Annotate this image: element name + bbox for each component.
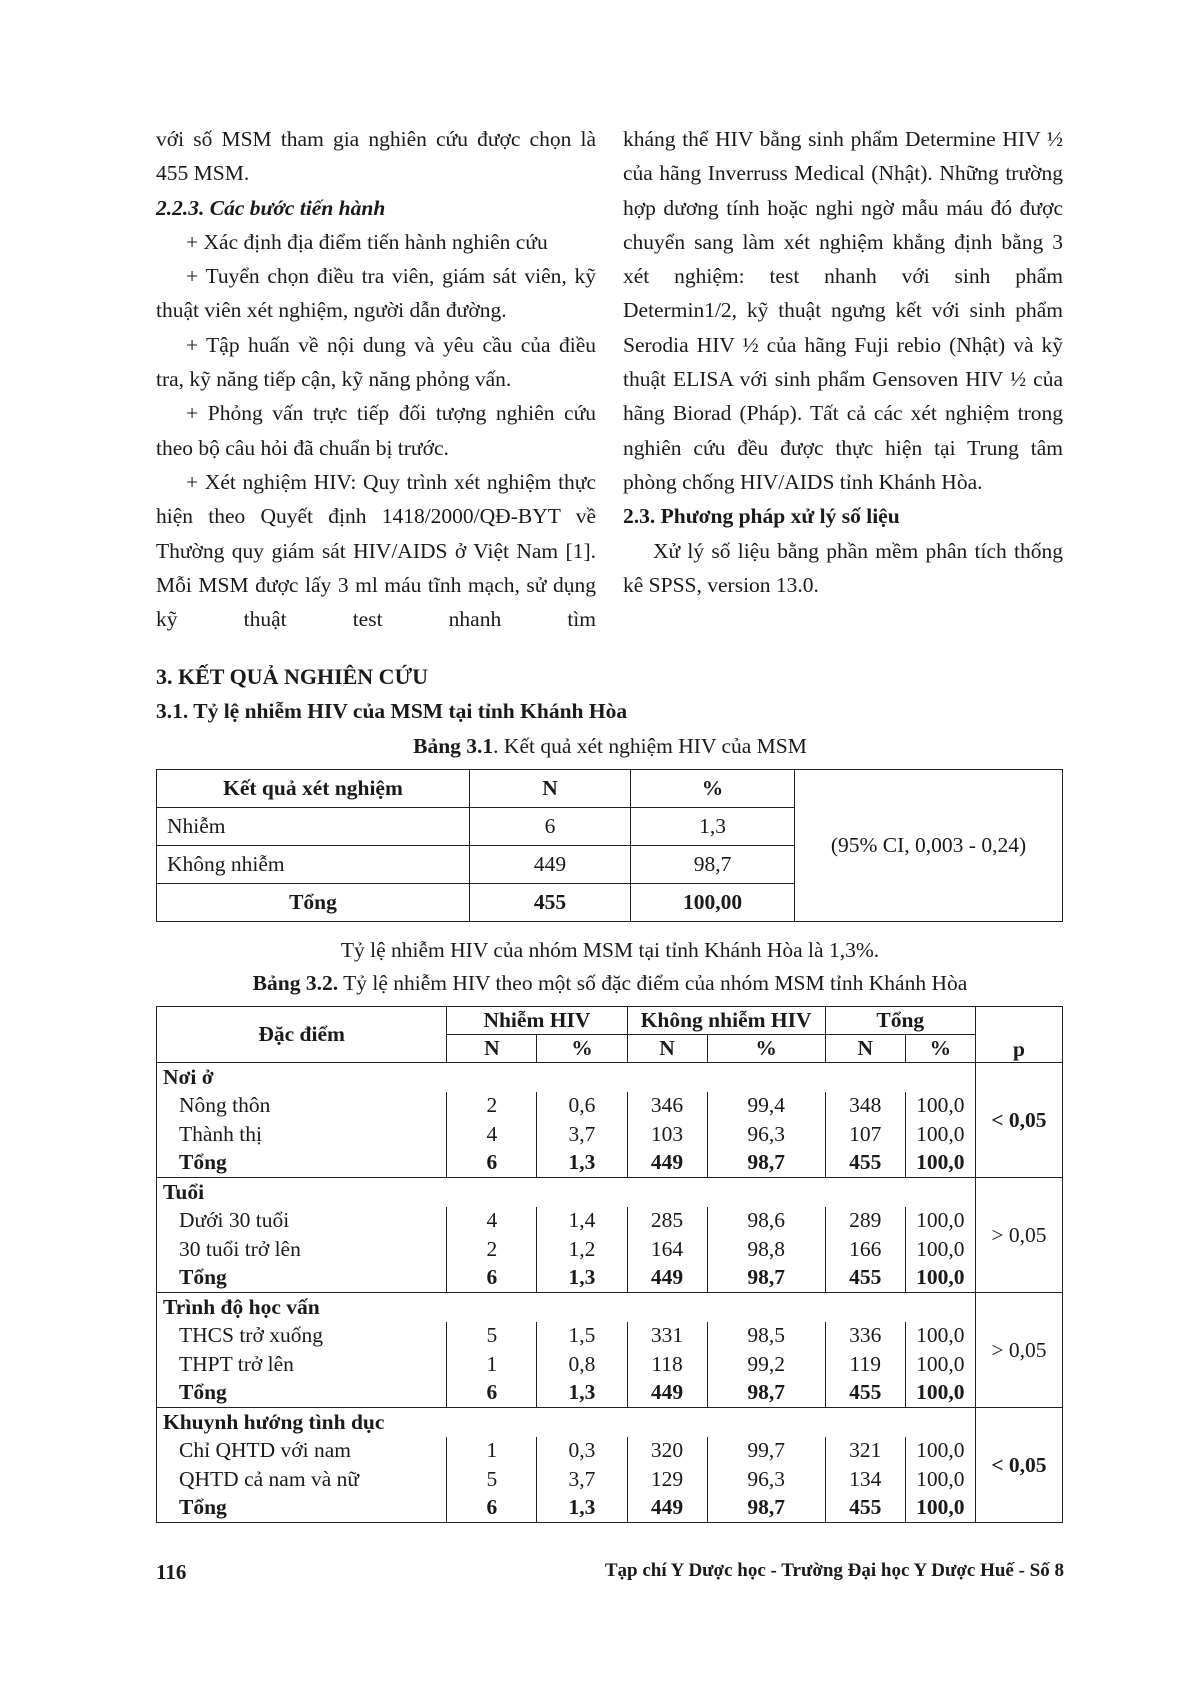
- cell-pct: 100,0: [905, 1235, 975, 1264]
- table-caption-text: . Kết quả xét nghiệm HIV của MSM: [493, 734, 807, 758]
- cell-n: 5: [447, 1322, 537, 1351]
- table-caption-text: Tỷ lệ nhiễm HIV theo một số đặc điểm của nhóm MSM tỉnh Khánh Hòa: [338, 971, 968, 995]
- cell-n: 331: [627, 1322, 707, 1351]
- table-body: [157, 1063, 1063, 1523]
- table-label: Bảng 3.2.: [252, 971, 339, 995]
- group-title: Khuynh hướng tình dục: [157, 1408, 976, 1437]
- group-title: Nơi ở: [157, 1063, 976, 1092]
- cell-pct: 1,2: [537, 1235, 627, 1264]
- cell-n: 449: [627, 1264, 707, 1293]
- cell-pct: 1,5: [537, 1322, 627, 1351]
- cell-pct: 98,6: [707, 1207, 825, 1236]
- header-not-infected: Không nhiễm HIV: [627, 1007, 825, 1035]
- row-label: Tổng: [157, 1379, 447, 1408]
- cell-n: 166: [825, 1235, 905, 1264]
- cell-pct: 1,3: [631, 808, 795, 846]
- cell-pct: 98,7: [707, 1494, 825, 1523]
- section-title: 3. KẾT QUẢ NGHIÊN CỨU: [156, 664, 428, 689]
- table-row: [157, 1437, 1063, 1466]
- cell-n: 289: [825, 1207, 905, 1236]
- header-pct: %: [707, 1035, 825, 1063]
- column-header: Kết quả xét nghiệm: [157, 770, 470, 808]
- cell-pct: 98,7: [631, 846, 795, 884]
- row-label: Nông thôn: [157, 1092, 447, 1121]
- characteristics-table: [156, 1006, 1063, 1523]
- cell-n: 4: [447, 1207, 537, 1236]
- row-label: Dưới 30 tuổi: [157, 1207, 447, 1236]
- row-label: THCS trở xuống: [157, 1322, 447, 1351]
- page-number: 116: [156, 1560, 187, 1584]
- cell-pct: 100,0: [905, 1379, 975, 1408]
- cell-n: 107: [825, 1120, 905, 1149]
- cell-n: 321: [825, 1437, 905, 1466]
- cell-pct: 96,3: [707, 1120, 825, 1149]
- group-header-row: [157, 1063, 1063, 1092]
- table-caption: [156, 734, 1064, 759]
- cell-n: 103: [627, 1120, 707, 1149]
- cell-n: 1: [447, 1437, 537, 1466]
- cell-pct: 100,0: [905, 1149, 975, 1178]
- cell-pct: 100,0: [905, 1494, 975, 1523]
- table-row: [157, 1350, 1063, 1379]
- paragraph: Xử lý số liệu bằng phần mềm phân tích thống kê SPSS, version 13.0.: [623, 538, 1063, 597]
- row-label: 30 tuổi trở lên: [157, 1235, 447, 1264]
- table-row: [157, 1322, 1063, 1351]
- group-header-row: [157, 1408, 1063, 1437]
- table-header-row: [157, 770, 1063, 808]
- group-title: Tuổi: [157, 1178, 976, 1207]
- cell-n: 1: [447, 1350, 537, 1379]
- cell-pct: 98,8: [707, 1235, 825, 1264]
- header-pct: %: [537, 1035, 627, 1063]
- cell-pct: 98,5: [707, 1322, 825, 1351]
- cell-pct: 0,6: [537, 1092, 627, 1121]
- cell-pct: 1,3: [537, 1149, 627, 1178]
- cell-n: 455: [825, 1379, 905, 1408]
- row-label: THPT trở lên: [157, 1350, 447, 1379]
- cell-pct: 3,7: [537, 1120, 627, 1149]
- table-row: [157, 1465, 1063, 1494]
- cell-pct: 100,0: [905, 1437, 975, 1466]
- cell-n: 346: [627, 1092, 707, 1121]
- cell-n: 134: [825, 1465, 905, 1494]
- cell-n: 455: [470, 884, 631, 922]
- table-label: Bảng 3.1: [413, 734, 494, 758]
- cell-pct: 1,4: [537, 1207, 627, 1236]
- column-header: N: [470, 770, 631, 808]
- header-p: p: [975, 1007, 1062, 1063]
- row-label: Chỉ QHTD với nam: [157, 1437, 447, 1466]
- row-label: QHTD cả nam và nữ: [157, 1465, 447, 1494]
- table-row: [157, 1092, 1063, 1121]
- cell-pct: 0,3: [537, 1437, 627, 1466]
- cell-n: 118: [627, 1350, 707, 1379]
- row-label: Tổng: [157, 1264, 447, 1293]
- row-label: Tổng: [157, 1149, 447, 1178]
- cell-pct: 99,2: [707, 1350, 825, 1379]
- row-label: Thành thị: [157, 1120, 447, 1149]
- cell-n: 455: [825, 1264, 905, 1293]
- subsection-heading: 2.3. Phương pháp xử lý số liệu: [623, 504, 900, 529]
- cell-pct: 98,7: [707, 1149, 825, 1178]
- cell-n: 6: [447, 1264, 537, 1293]
- cell-pct: 100,0: [905, 1120, 975, 1149]
- cell-pct: 100,0: [905, 1350, 975, 1379]
- step-item: + Phỏng vấn trực tiếp đối tượng nghiên cứu theo bộ câu hỏi đã chuẩn bị trước.: [156, 401, 596, 460]
- cell-n: 129: [627, 1465, 707, 1494]
- cell-pct: 100,0: [905, 1207, 975, 1236]
- cell-n: 455: [825, 1149, 905, 1178]
- group-title: Trình độ học vấn: [157, 1293, 976, 1322]
- table-note: Tỷ lệ nhiễm HIV của nhóm MSM tại tỉnh Khánh Hòa là 1,3%.: [340, 938, 880, 962]
- group-header-row: [157, 1293, 1063, 1322]
- table-row: [157, 1235, 1063, 1264]
- cell-pct: 3,7: [537, 1465, 627, 1494]
- cell-n: 6: [470, 808, 631, 846]
- step-item: + Tuyển chọn điều tra viên, giám sát viên, kỹ thuật viên xét nghiệm, người dẫn đường.: [156, 264, 596, 323]
- cell-pct: 98,7: [707, 1264, 825, 1293]
- header-infected: Nhiễm HIV: [447, 1007, 627, 1035]
- cell-n: 5: [447, 1465, 537, 1494]
- cell-pct: 99,4: [707, 1092, 825, 1121]
- subsection-heading: 2.2.3. Các bước tiến hành: [156, 195, 386, 220]
- cell-n: 6: [447, 1494, 537, 1523]
- cell-n: 336: [825, 1322, 905, 1351]
- journal-footer: Tạp chí Y Dược học - Trường Đại học Y Dược Huế - Số 8: [604, 1560, 1064, 1581]
- cell-pct: 1,3: [537, 1379, 627, 1408]
- cell-pct: 1,3: [537, 1494, 627, 1523]
- cell-n: 2: [447, 1235, 537, 1264]
- table-row: [157, 1120, 1063, 1149]
- cell-pct: 99,7: [707, 1437, 825, 1466]
- cell-n: 119: [825, 1350, 905, 1379]
- group-total-row: [157, 1264, 1063, 1293]
- cell-pct: 96,3: [707, 1465, 825, 1494]
- ci-cell: (95% CI, 0,003 - 0,24): [795, 770, 1063, 922]
- cell-n: 320: [627, 1437, 707, 1466]
- group-total-row: [157, 1379, 1063, 1408]
- cell-n: 4: [447, 1120, 537, 1149]
- row-label: Không nhiễm: [157, 846, 470, 884]
- cell-n: 348: [825, 1092, 905, 1121]
- cell-n: 285: [627, 1207, 707, 1236]
- paragraph: với số MSM tham gia nghiên cứu được chọn là 455 MSM.: [156, 127, 596, 186]
- cell-n: 6: [447, 1149, 537, 1178]
- cell-pct: 98,7: [707, 1379, 825, 1408]
- header-total: Tổng: [825, 1007, 975, 1035]
- table-caption: [156, 971, 1064, 996]
- right-column: [623, 122, 1063, 602]
- cell-n: 455: [825, 1494, 905, 1523]
- cell-pct: 100,0: [905, 1322, 975, 1351]
- subsection-title: 3.1. Tỷ lệ nhiễm HIV của MSM tại tỉnh Khánh Hòa: [156, 699, 628, 723]
- cell-pct: 0,8: [537, 1350, 627, 1379]
- paragraph: kháng thể HIV bằng sinh phẩm Determine HIV ½ của hãng Inverruss Medical (Nhật). Những trường hợp dương tính hoặc nghi ngờ mẫu máu đó được chuyển sang làm xét nghiệm khẳng định bằng 3 xét nghiệm: test nhanh với sinh phẩm Determin1/2, kỹ thuật ngưng kết với sinh phẩm Serodia HIV ½ của hãng Fuji rebio (Nhật) và kỹ thuật ELISA với sinh phẩm Gensoven HIV ½ của hãng Biorad (Pháp). Tất cả các xét nghiệm trong nghiên cứu đều được thực hiện tại Trung tâm phòng chống HIV/AIDS tỉnh Khánh Hòa.: [623, 127, 1063, 494]
- row-label: Nhiễm: [157, 808, 470, 846]
- cell-n: 449: [627, 1149, 707, 1178]
- cell-n: 449: [627, 1494, 707, 1523]
- header-n: N: [627, 1035, 707, 1063]
- left-column: [156, 122, 596, 636]
- p-value: < 0,05: [975, 1408, 1062, 1523]
- p-value: > 0,05: [975, 1293, 1062, 1408]
- cell-pct: 100,0: [905, 1465, 975, 1494]
- p-value: < 0,05: [975, 1063, 1062, 1178]
- header-feature: Đặc điểm: [157, 1007, 447, 1063]
- header-n: N: [447, 1035, 537, 1063]
- cell-n: 6: [447, 1379, 537, 1408]
- table-row: [157, 1207, 1063, 1236]
- group-total-row: [157, 1149, 1063, 1178]
- row-label: Tổng: [157, 1494, 447, 1523]
- cell-pct: 100,0: [905, 1264, 975, 1293]
- group-total-row: [157, 1494, 1063, 1523]
- header-n: N: [825, 1035, 905, 1063]
- step-item: + Xét nghiệm HIV: Quy trình xét nghiệm thực hiện theo Quyết định 1418/2000/QĐ-BYT về Thường quy giám sát HIV/AIDS ở Việt Nam [1]. Mỗi MSM được lấy 3 ml máu tĩnh mạch, sử dụng kỹ thuật test nhanh tìm: [156, 469, 596, 632]
- row-label: Tổng: [157, 884, 470, 922]
- p-value: > 0,05: [975, 1178, 1062, 1293]
- cell-pct: 100,00: [631, 884, 795, 922]
- group-header-row: [157, 1178, 1063, 1207]
- results-table: [156, 769, 1063, 922]
- cell-n: 449: [470, 846, 631, 884]
- cell-n: 2: [447, 1092, 537, 1121]
- header-pct: %: [905, 1035, 975, 1063]
- cell-pct: 1,3: [537, 1264, 627, 1293]
- column-header: %: [631, 770, 795, 808]
- step-item: + Xác định địa điểm tiến hành nghiên cứu: [186, 229, 548, 254]
- cell-n: 164: [627, 1235, 707, 1264]
- step-item: + Tập huấn về nội dung và yêu cầu của điều tra, kỹ năng tiếp cận, kỹ năng phỏng vấn.: [156, 332, 596, 392]
- cell-n: 449: [627, 1379, 707, 1408]
- cell-pct: 100,0: [905, 1092, 975, 1121]
